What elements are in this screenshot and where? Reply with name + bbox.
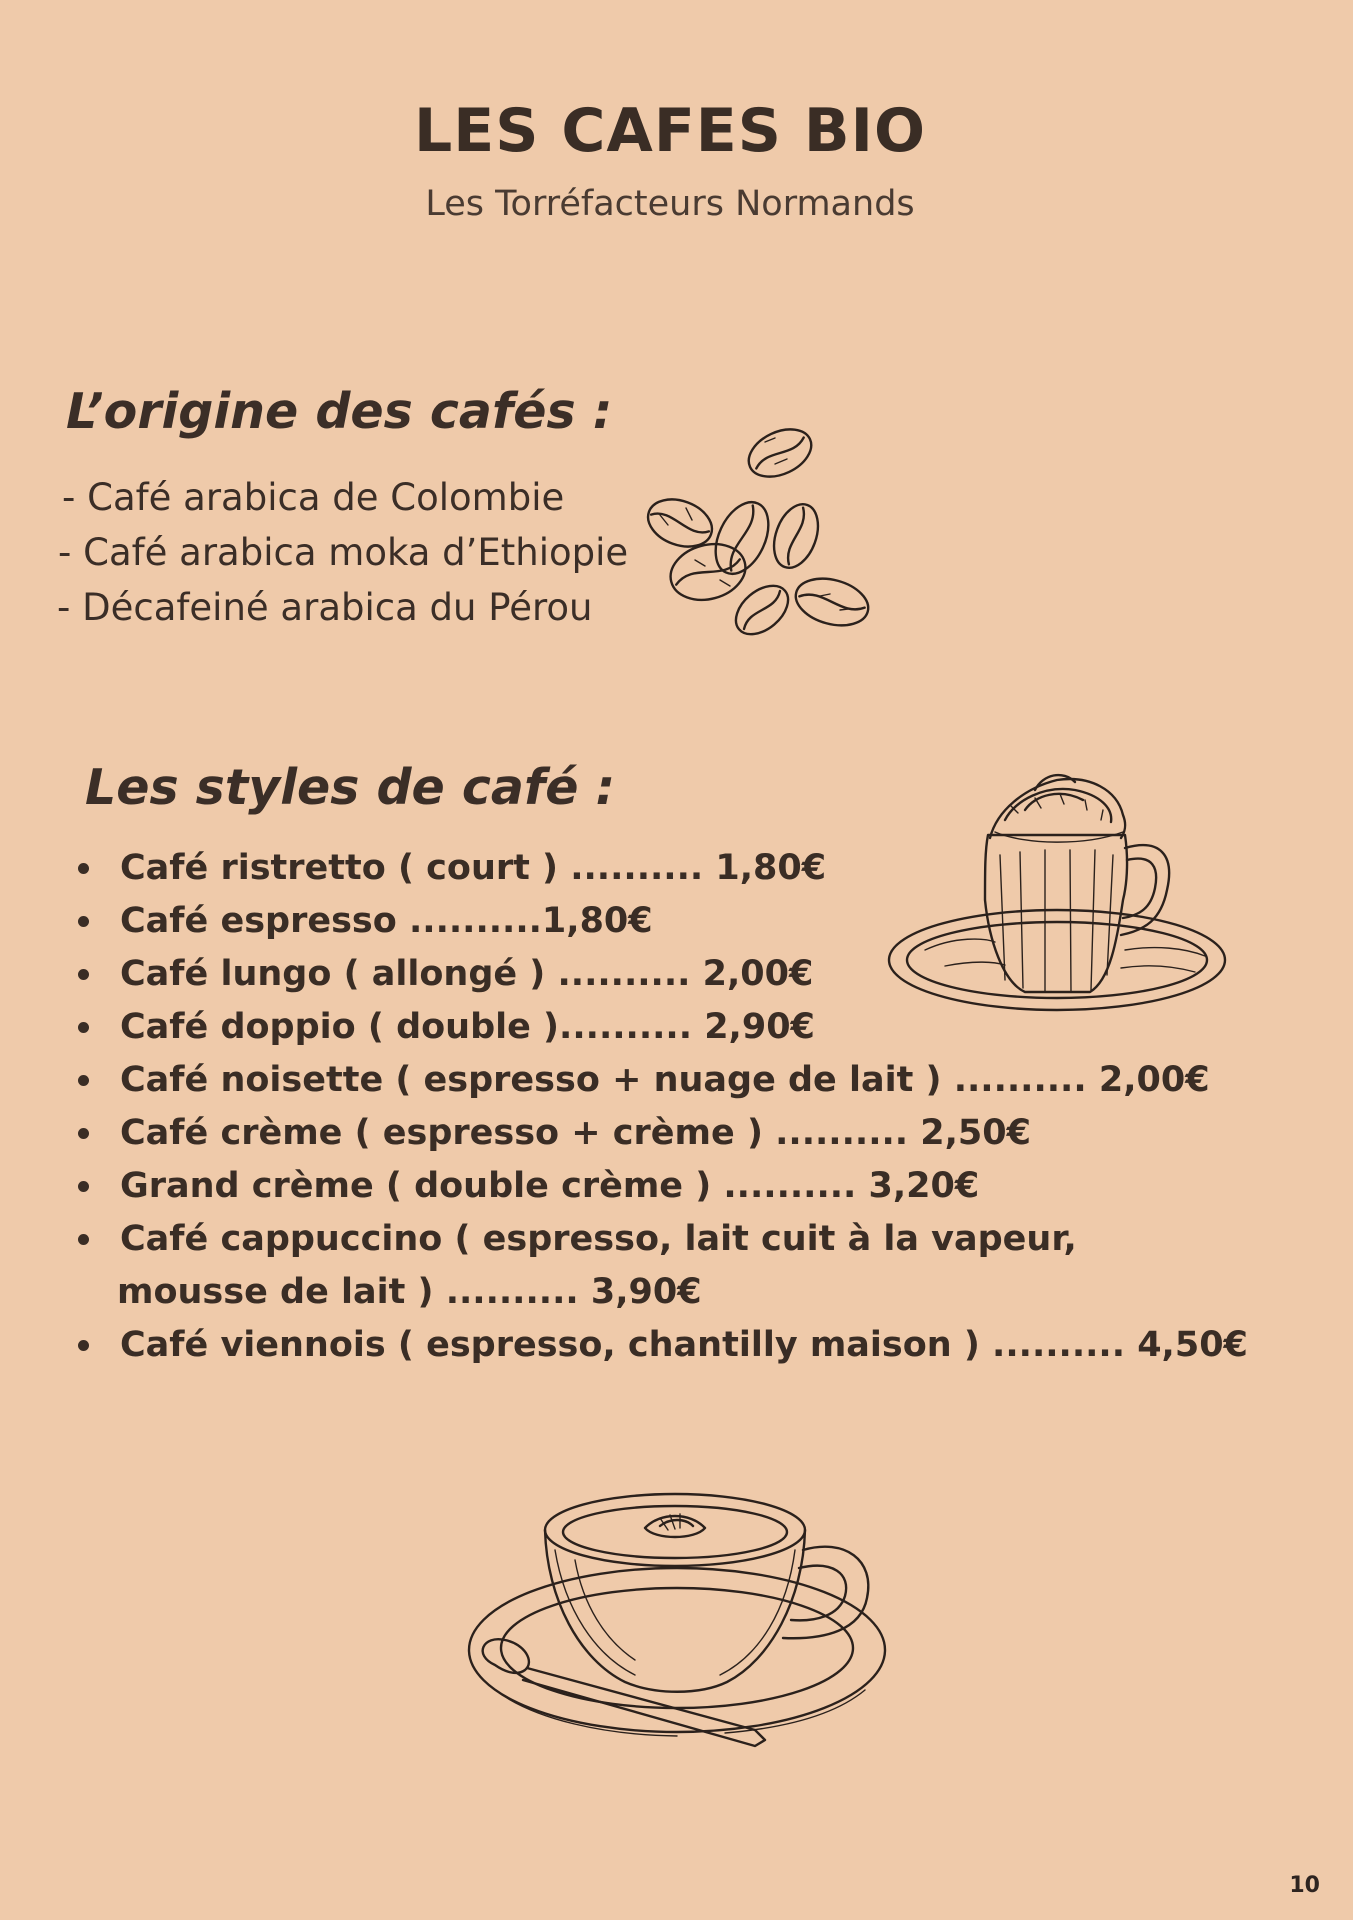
latte-cup-with-spoon-illustration xyxy=(465,1490,895,1770)
origins-heading: L’origine des cafés : xyxy=(66,383,613,440)
origin-item: - Décafeiné arabica du Pérou xyxy=(57,586,593,629)
bullet xyxy=(78,1022,89,1033)
bullet xyxy=(78,916,89,927)
bullet xyxy=(78,1181,89,1192)
style-item xyxy=(70,1054,1248,1107)
page-subtitle: Les Torréfacteurs Normands xyxy=(425,184,915,224)
style-item-text-continued: mousse de lait ) .......... 3,90€ xyxy=(117,1272,702,1312)
style-item xyxy=(70,1213,1248,1319)
style-item xyxy=(70,1107,1248,1160)
style-item xyxy=(70,1160,1248,1213)
page-number: 10 xyxy=(1289,1873,1320,1898)
style-item xyxy=(70,1319,1248,1372)
style-item-text: Café lungo ( allongé ) .......... 2,00€ xyxy=(120,954,814,994)
bullet xyxy=(78,863,89,874)
bullet xyxy=(78,1234,89,1245)
style-item-text: Café cappuccino ( espresso, lait cuit à la vapeur, xyxy=(120,1219,1077,1259)
style-item-text: Café espresso ..........1,80€ xyxy=(120,901,653,941)
bullet xyxy=(78,1075,89,1086)
coffee-beans-illustration xyxy=(640,420,880,640)
style-item-text: Café crème ( espresso + crème ) .......... 2,50€ xyxy=(120,1113,1031,1153)
viennese-coffee-cup-illustration xyxy=(885,760,1230,1020)
style-item-text: Café ristretto ( court ) .......... 1,80€ xyxy=(120,848,827,888)
origin-item: - Café arabica de Colombie xyxy=(62,476,565,519)
bullet xyxy=(78,1128,89,1139)
bullet xyxy=(78,969,89,980)
style-item-text: Grand crème ( double crème ) .......... 3,20€ xyxy=(120,1166,980,1206)
page-title: LES CAFES BIO xyxy=(414,96,926,166)
bullet xyxy=(78,1340,89,1351)
style-item-text: Café viennois ( espresso, chantilly maison ) .......... 4,50€ xyxy=(120,1325,1248,1365)
style-item-text: Café noisette ( espresso + nuage de lait ) .......... 2,00€ xyxy=(120,1060,1210,1100)
origin-item: - Café arabica moka d’Ethiopie xyxy=(58,531,629,574)
styles-heading: Les styles de café : xyxy=(85,759,616,816)
style-item-text: Café doppio ( double ).......... 2,90€ xyxy=(120,1007,815,1047)
origins-list xyxy=(57,470,629,635)
